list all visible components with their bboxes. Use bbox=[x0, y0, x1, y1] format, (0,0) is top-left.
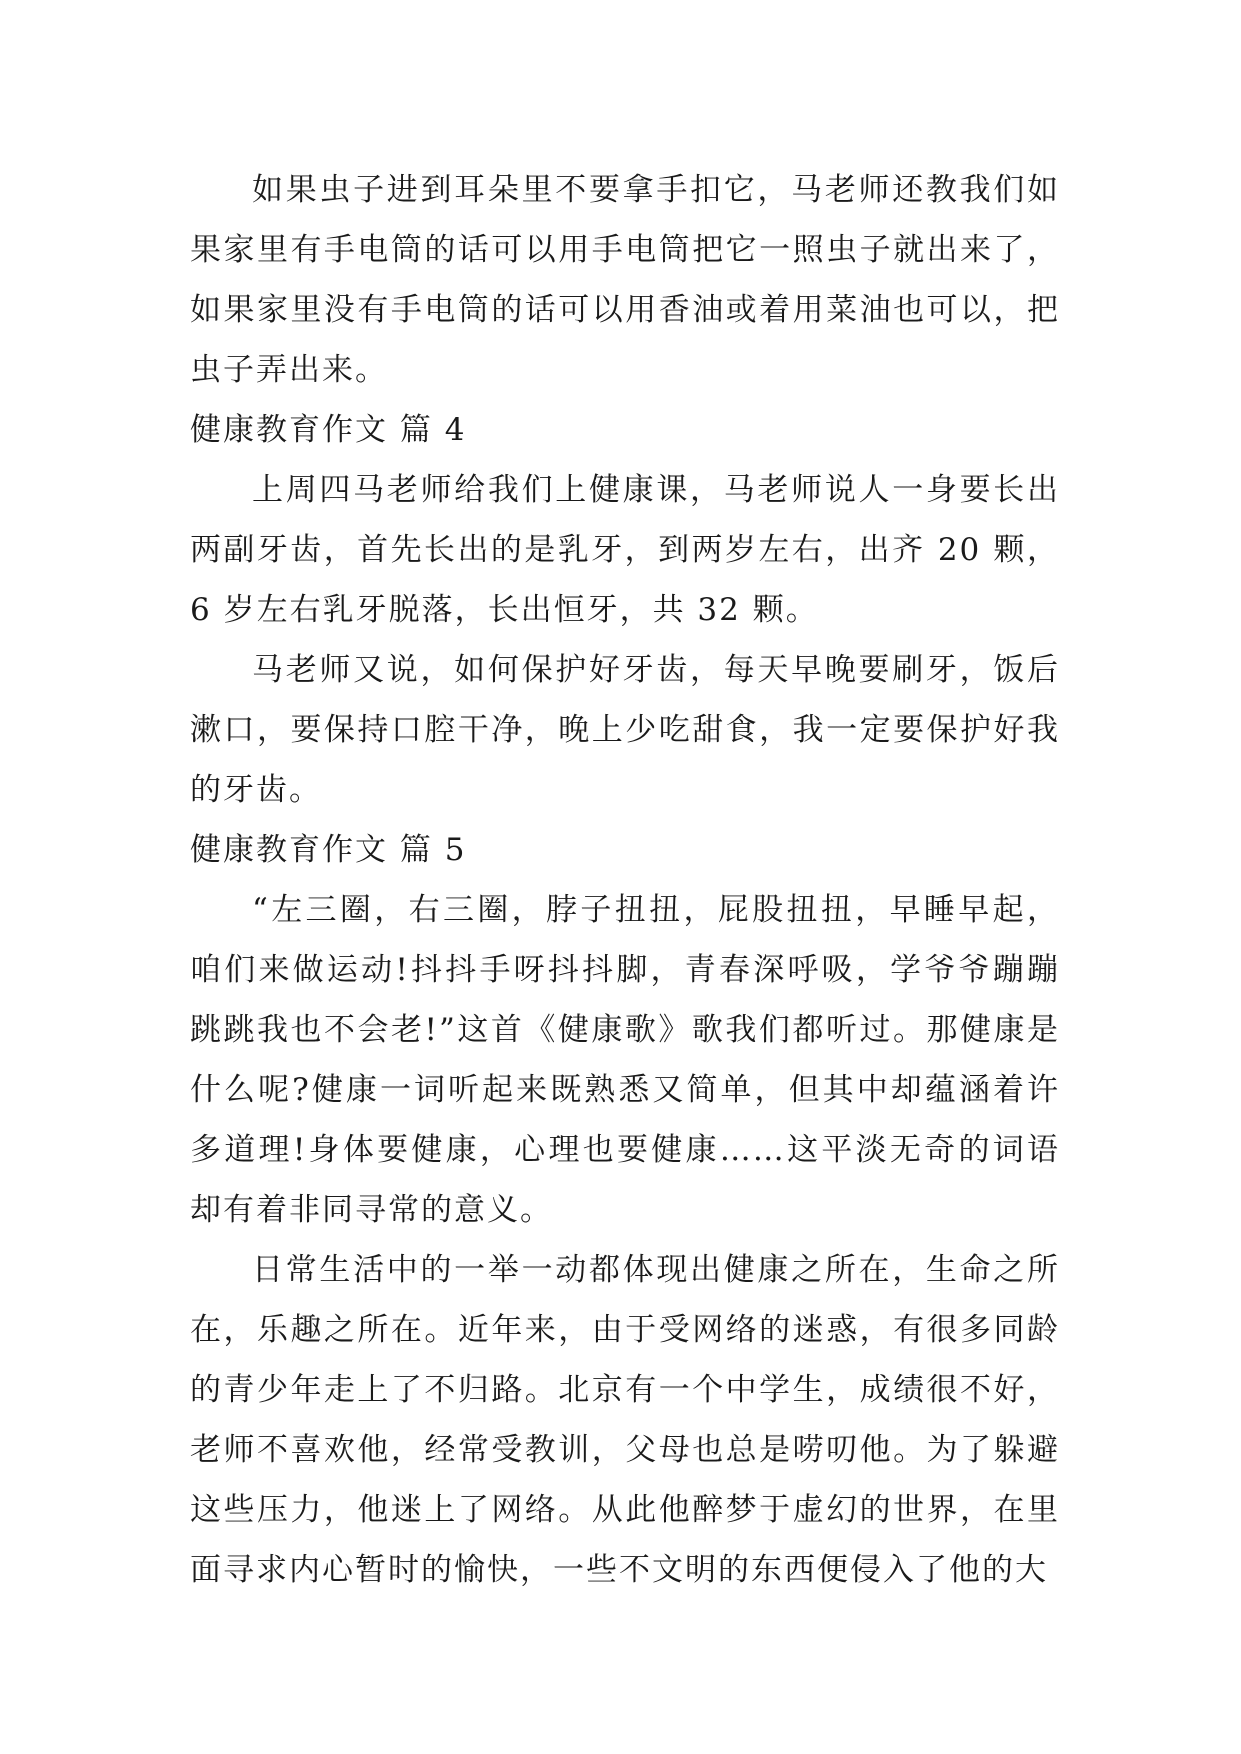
paragraph-teeth-growth: 上周四马老师给我们上健康课，马老师说人一身要长出两副牙齿，首先长出的是乳牙，到两岁左右，出齐 20 颗，6 岁左右乳牙脱落，长出恒牙，共 32 颗。 bbox=[190, 472, 1060, 628]
section-heading-5: 健康教育作文 篇 5 bbox=[190, 832, 467, 868]
document-page bbox=[190, 160, 1060, 1600]
paragraph-teeth-care: 马老师又说，如何保护好牙齿，每天早晚要刷牙，饭后漱口，要保持口腔干净，晚上少吃甜食，我一定要保护好我的牙齿。 bbox=[190, 652, 1060, 808]
paragraph-health-song: “左三圈，右三圈，脖子扭扭，屁股扭扭，早睡早起，咱们来做运动!抖抖手呀抖抖脚，青春深呼吸，学爷爷蹦蹦跳跳我也不会老!”这首《健康歌》歌我们都听过。那健康是什么呢?健康一词听起来既熟悉又简单，但其中却蕴涵着许多道理!身体要健康，心理也要健康……这平淡无奇的词语却有着非同寻常的意义。 bbox=[190, 892, 1060, 1228]
paragraph-internet-story: 日常生活中的一举一动都体现出健康之所在，生命之所在，乐趣之所在。近年来，由于受网络的迷惑，有很多同龄的青少年走上了不归路。北京有一个中学生，成绩很不好，老师不喜欢他，经常受教训，父母也总是唠叨他。为了躲避这些压力，他迷上了网络。从此他醉梦于虚幻的世界，在里面寻求内心暂时的愉快，一些不文明的东西便侵入了他的大 bbox=[190, 1252, 1060, 1588]
section-heading-4: 健康教育作文 篇 4 bbox=[190, 412, 467, 448]
paragraph-ear-insect: 如果虫子进到耳朵里不要拿手扣它，马老师还教我们如果家里有手电筒的话可以用手电筒把它一照虫子就出来了，如果家里没有手电筒的话可以用香油或着用菜油也可以，把虫子弄出来。 bbox=[190, 172, 1060, 388]
